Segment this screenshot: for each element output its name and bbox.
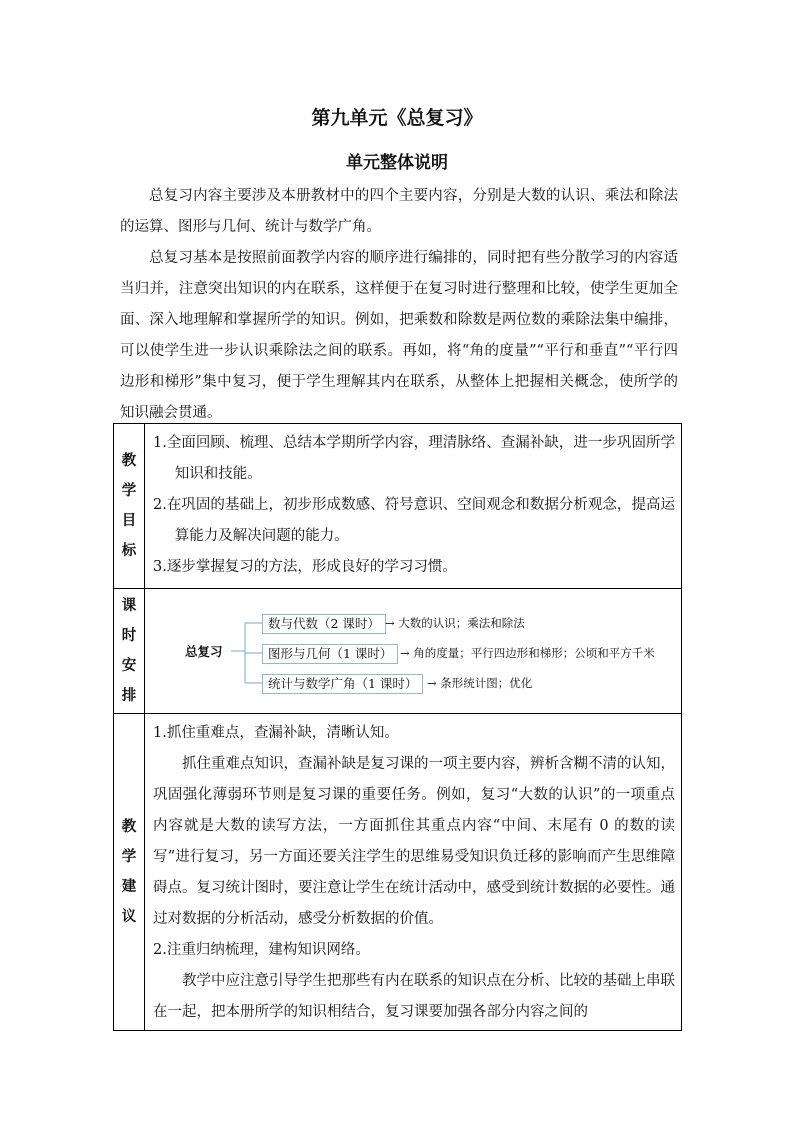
schedule-branch-box: 图形与几何（1 课时） (262, 644, 398, 664)
goal-item: 3.逐步掌握复习的方法，形成良好的学习习惯。 (153, 559, 457, 575)
goals-row (114, 424, 682, 589)
document-title: 第九单元《总复习》 (311, 107, 483, 129)
suggestion-heading: 2.注重归纳梳理，建构知识网络。 (153, 942, 370, 958)
schedule-branch-box: 数与代数（2 课时） (262, 614, 386, 634)
schedule-content (145, 589, 682, 714)
goals-content (145, 424, 682, 589)
schedule-branch-detail: → 条形统计图；优化 (427, 676, 533, 690)
suggestions-label: 教 学 建 议 (114, 714, 145, 1031)
schedule-diagram (145, 601, 681, 701)
suggestions-row (114, 714, 682, 1031)
suggestion-paragraph: 抓住重难点知识，查漏补缺是复习课的一项主要内容，辨析含糊不清的认知，巩固强化薄弱环节则是复习课的重要任务。例如，复习“大数的认识”的一项重点内容就是大数的读写方法，一方面抓住其重点内容“中间、末尾有 0 的数的读写”进行复习，另一方面还要关注学生的思维易受知识负迁移的影响而产生思维障碍点。复习统计图时，要注意让学生在统计活动中，感受到统计数据的必要性。通过对数据的分析活动，感受分析数据的价值。 (153, 756, 675, 927)
schedule-root: 总复习 (185, 644, 223, 659)
schedule-row (114, 589, 682, 714)
intro-paragraph-1: 总复习内容主要涉及本册教材中的四个主要内容，分别是大数的认识、乘法和除法的运算、图形与几何、统计与数学广角。 (120, 188, 678, 235)
document-subtitle: 单元整体说明 (346, 153, 448, 173)
goal-item: 1.全面回顾、梳理、总结本学期所学内容，理清脉络、查漏补缺，进一步巩固所学知识和技能。 (153, 435, 675, 482)
goals-label: 教 学 目 标 (114, 424, 145, 589)
suggestion-paragraph: 教学中应注意引导学生把那些有内在联系的知识点在分析、比较的基础上串联在一起，把本册所学的知识相结合，复习课要加强各部分内容之间的 (153, 973, 675, 1020)
schedule-branch-detail: → 角的度量；平行四边形和梯形；公顷和平方千米 (400, 646, 655, 660)
schedule-label: 课 时 安 排 (114, 589, 145, 714)
intro-paragraph-2: 总复习基本是按照前面教学内容的顺序进行编排的，同时把有些分散学习的内容适当归并，注意突出知识的内在联系，这样便于在复习时进行整理和比较，使学生更加全面、深入地理解和掌握所学的知识。例如，把乘数和除数是两位数的乘除法集中编排，可以使学生进一步认识乘除法之间的联系。再如，将“角的度量”“平行和垂直”“平行四边形和梯形”集中复习，便于学生理解其内在联系，从整体上把握相关概念，使所学的知识融会贯通。 (120, 250, 678, 421)
schedule-branch-box: 统计与数学广角（1 课时） (262, 674, 423, 694)
suggestions-content (145, 714, 682, 1031)
goal-item: 2.在巩固的基础上，初步形成数感、符号意识、空间观念和数据分析观念，提高运算能力及解决问题的能力。 (153, 497, 675, 544)
suggestion-heading: 1.抓住重难点，查漏补缺，清晰认知。 (153, 725, 399, 741)
unit-plan-table (113, 423, 682, 1031)
schedule-branch-detail: → 大数的认识；乘法和除法 (385, 616, 525, 630)
